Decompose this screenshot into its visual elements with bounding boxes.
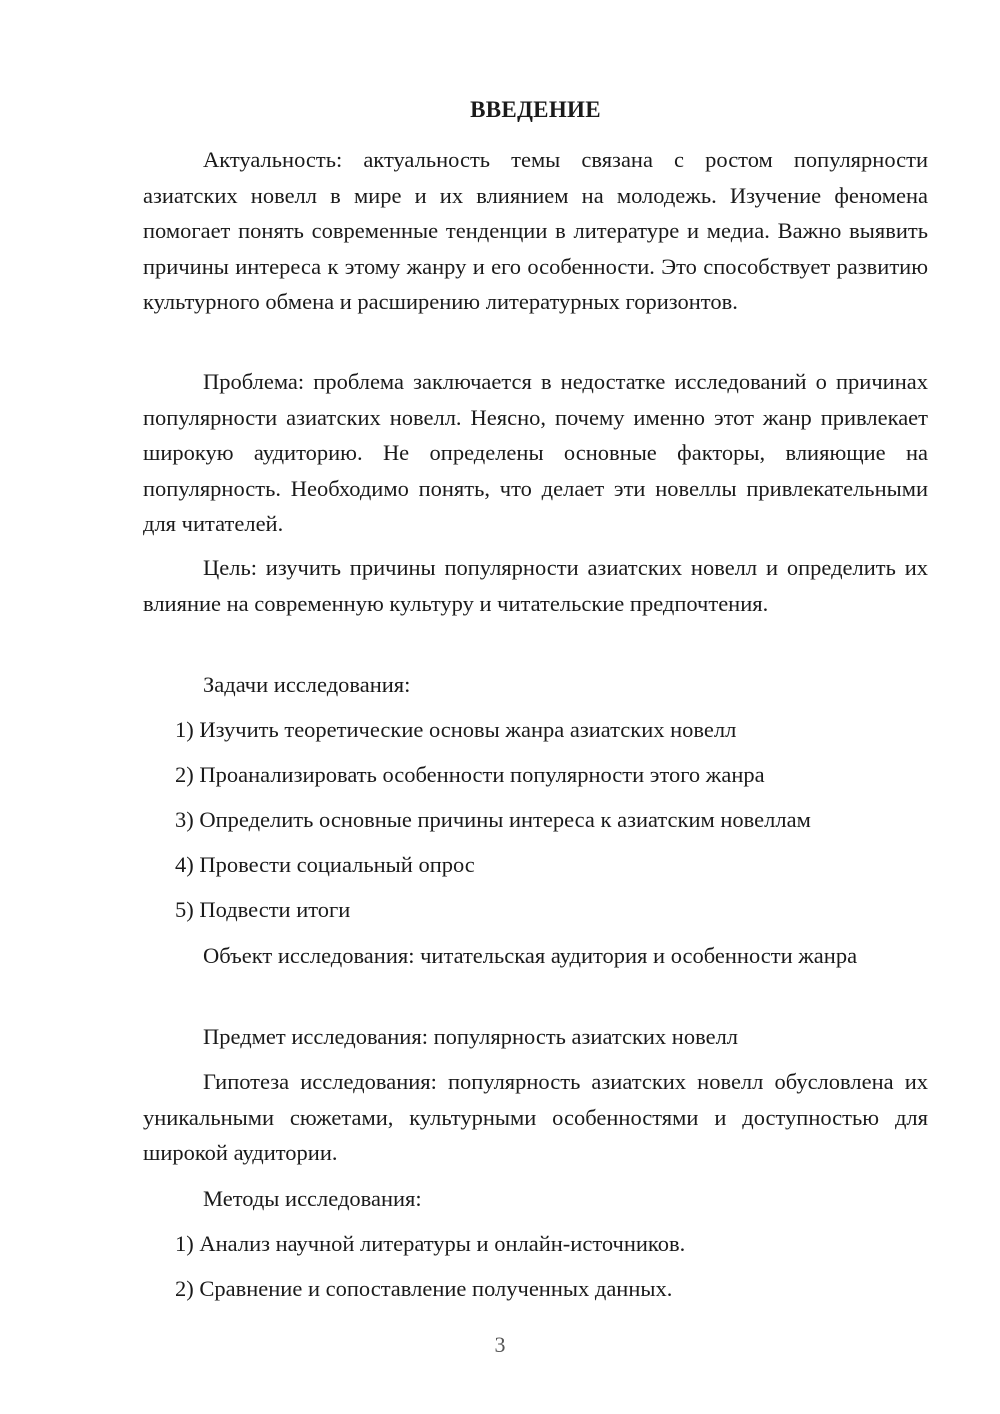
object-paragraph: Объект исследования: читательская аудитория и особенности жанра xyxy=(203,943,858,968)
page-number: 3 xyxy=(494,1332,506,1357)
subject-paragraph: Предмет исследования: популярность азиатских новелл xyxy=(203,1024,739,1049)
task-item: 2) Проанализировать особенности популярности этого жанра xyxy=(175,762,765,787)
goal-paragraph: Цель: изучить причины популярности азиатских новелл и определить их влияние на современную культуру и читательские предпочтения. xyxy=(143,555,928,616)
tasks-heading: Задачи исследования: xyxy=(203,672,411,697)
task-item: 1) Изучить теоретические основы жанра азиатских новелл xyxy=(175,717,737,742)
relevance-paragraph: Актуальность: актуальность темы связана с ростом популярности азиатских новелл в мире и их влиянием на молодежь. Изучение феномена помогает понять современные тенденции в литературе и медиа. Важно выявить причины интереса к этому жанру и его особенности. Это способствует развитию культурного обмена и расширению литературных горизонтов. xyxy=(143,147,928,314)
section-title: ВВЕДЕНИЕ xyxy=(470,97,601,122)
task-item: 4) Провести социальный опрос xyxy=(175,852,475,877)
problem-paragraph: Проблема: проблема заключается в недостатке исследований о причинах популярности азиатских новелл. Неясно, почему именно этот жанр привлекает широкую аудиторию. Не определены основные факторы, влияющие на популярность. Необходимо понять, что делает эти новеллы привлекательными для читателей. xyxy=(143,369,928,536)
task-item: 3) Определить основные причины интереса к азиатским новеллам xyxy=(175,807,811,832)
task-item: 5) Подвести итоги xyxy=(175,897,351,922)
hypothesis-paragraph: Гипотеза исследования: популярность азиатских новелл обусловлена их уникальными сюжетами, культурными особенностями и доступностью для широкой аудитории. xyxy=(143,1069,928,1165)
method-item: 2) Сравнение и сопоставление полученных данных. xyxy=(175,1276,673,1301)
method-item: 1) Анализ научной литературы и онлайн-источников. xyxy=(175,1231,686,1256)
methods-heading: Методы исследования: xyxy=(203,1186,422,1211)
